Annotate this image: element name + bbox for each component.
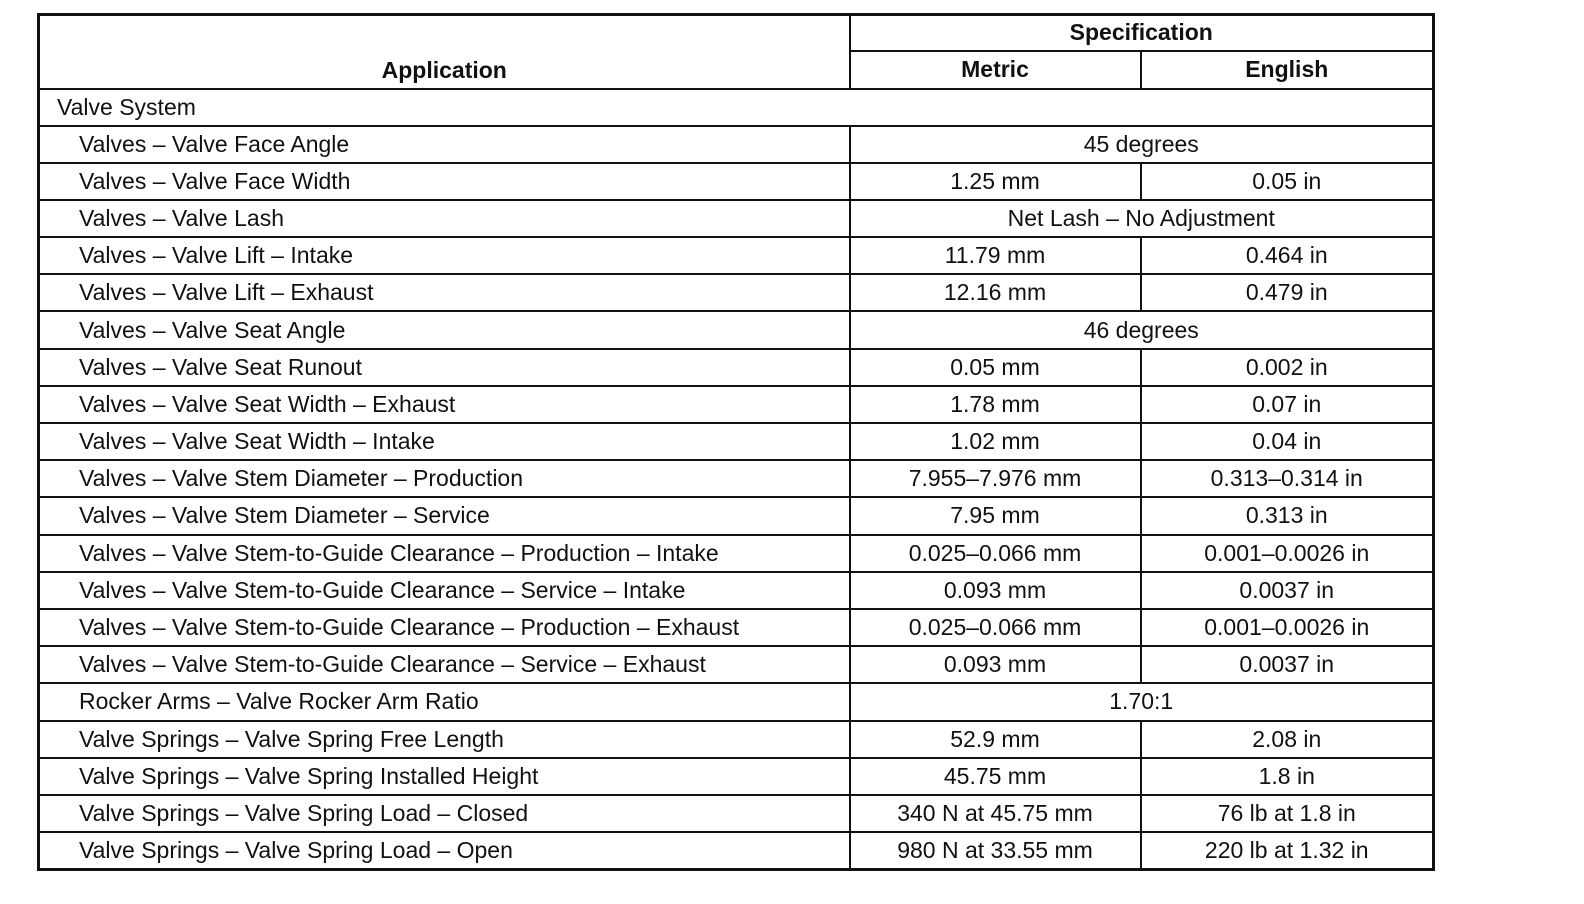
english-cell: 1.8 in <box>1141 758 1434 795</box>
table-row <box>39 311 1434 348</box>
table-row <box>39 795 1434 832</box>
application-cell: Valves – Valve Seat Width – Exhaust <box>39 386 850 423</box>
metric-cell: 12.16 mm <box>850 274 1141 311</box>
table-header <box>39 15 1434 89</box>
metric-cell: 11.79 mm <box>850 237 1141 274</box>
specification-column-header: Specification <box>850 15 1434 51</box>
combined-spec-cell: Net Lash – No Adjustment <box>850 200 1434 237</box>
english-cell: 0.001–0.0026 in <box>1141 609 1434 646</box>
table-row <box>39 572 1434 609</box>
metric-cell: 1.78 mm <box>850 386 1141 423</box>
metric-cell: 52.9 mm <box>850 721 1141 758</box>
english-cell: 0.313–0.314 in <box>1141 460 1434 497</box>
table-row <box>39 683 1434 720</box>
metric-cell: 7.95 mm <box>850 497 1141 534</box>
table-row <box>39 349 1434 386</box>
application-cell: Valves – Valve Lash <box>39 200 850 237</box>
application-cell: Valve Springs – Valve Spring Load – Open <box>39 832 850 869</box>
application-cell: Valves – Valve Seat Runout <box>39 349 850 386</box>
metric-cell: 45.75 mm <box>850 758 1141 795</box>
english-cell: 0.313 in <box>1141 497 1434 534</box>
combined-spec-cell: 1.70:1 <box>850 683 1434 720</box>
table-row <box>39 200 1434 237</box>
table-row <box>39 758 1434 795</box>
english-cell: 0.05 in <box>1141 163 1434 200</box>
application-cell: Valves – Valve Stem Diameter – Production <box>39 460 850 497</box>
application-cell: Valves – Valve Stem-to-Guide Clearance – Production – Exhaust <box>39 609 850 646</box>
metric-cell: 0.025–0.066 mm <box>850 535 1141 572</box>
metric-cell: 980 N at 33.55 mm <box>850 832 1141 869</box>
english-cell: 2.08 in <box>1141 721 1434 758</box>
specification-table <box>37 13 1435 871</box>
table-row <box>39 460 1434 497</box>
application-cell: Valves – Valve Seat Angle <box>39 311 850 348</box>
english-cell: 76 lb at 1.8 in <box>1141 795 1434 832</box>
english-cell: 0.464 in <box>1141 237 1434 274</box>
english-cell: 0.04 in <box>1141 423 1434 460</box>
application-cell: Valve Springs – Valve Spring Installed Height <box>39 758 850 795</box>
table-body <box>39 89 1434 870</box>
combined-spec-cell: 46 degrees <box>850 311 1434 348</box>
table-row <box>39 535 1434 572</box>
table-row <box>39 386 1434 423</box>
table-row <box>39 646 1434 683</box>
metric-cell: 340 N at 45.75 mm <box>850 795 1141 832</box>
table-row <box>39 163 1434 200</box>
application-cell: Valve Springs – Valve Spring Free Length <box>39 721 850 758</box>
application-cell: Valves – Valve Lift – Exhaust <box>39 274 850 311</box>
application-cell: Valves – Valve Stem Diameter – Service <box>39 497 850 534</box>
application-cell: Valves – Valve Stem-to-Guide Clearance – Service – Exhaust <box>39 646 850 683</box>
metric-cell: 1.25 mm <box>850 163 1141 200</box>
table-row <box>39 721 1434 758</box>
english-cell: 220 lb at 1.32 in <box>1141 832 1434 869</box>
application-cell: Valves – Valve Stem-to-Guide Clearance – Service – Intake <box>39 572 850 609</box>
section-row <box>39 89 1434 126</box>
english-cell: 0.002 in <box>1141 349 1434 386</box>
english-column-header: English <box>1141 51 1434 89</box>
metric-cell: 7.955–7.976 mm <box>850 460 1141 497</box>
table-row <box>39 237 1434 274</box>
english-cell: 0.07 in <box>1141 386 1434 423</box>
table-row <box>39 609 1434 646</box>
application-cell: Valves – Valve Seat Width – Intake <box>39 423 850 460</box>
table-row <box>39 832 1434 869</box>
section-title: Valve System <box>39 89 1434 126</box>
application-cell: Rocker Arms – Valve Rocker Arm Ratio <box>39 683 850 720</box>
combined-spec-cell: 45 degrees <box>850 126 1434 163</box>
metric-cell: 0.05 mm <box>850 349 1141 386</box>
metric-cell: 0.093 mm <box>850 646 1141 683</box>
english-cell: 0.0037 in <box>1141 646 1434 683</box>
table-row <box>39 126 1434 163</box>
metric-cell: 0.093 mm <box>850 572 1141 609</box>
application-cell: Valves – Valve Stem-to-Guide Clearance – Production – Intake <box>39 535 850 572</box>
application-cell: Valves – Valve Face Width <box>39 163 850 200</box>
metric-cell: 1.02 mm <box>850 423 1141 460</box>
application-cell: Valve Springs – Valve Spring Load – Closed <box>39 795 850 832</box>
application-cell: Valves – Valve Face Angle <box>39 126 850 163</box>
metric-cell: 0.025–0.066 mm <box>850 609 1141 646</box>
english-cell: 0.0037 in <box>1141 572 1434 609</box>
application-column-header: Application <box>39 15 850 89</box>
table-row <box>39 423 1434 460</box>
table-row <box>39 274 1434 311</box>
metric-column-header: Metric <box>850 51 1141 89</box>
english-cell: 0.001–0.0026 in <box>1141 535 1434 572</box>
english-cell: 0.479 in <box>1141 274 1434 311</box>
application-cell: Valves – Valve Lift – Intake <box>39 237 850 274</box>
table-row <box>39 497 1434 534</box>
